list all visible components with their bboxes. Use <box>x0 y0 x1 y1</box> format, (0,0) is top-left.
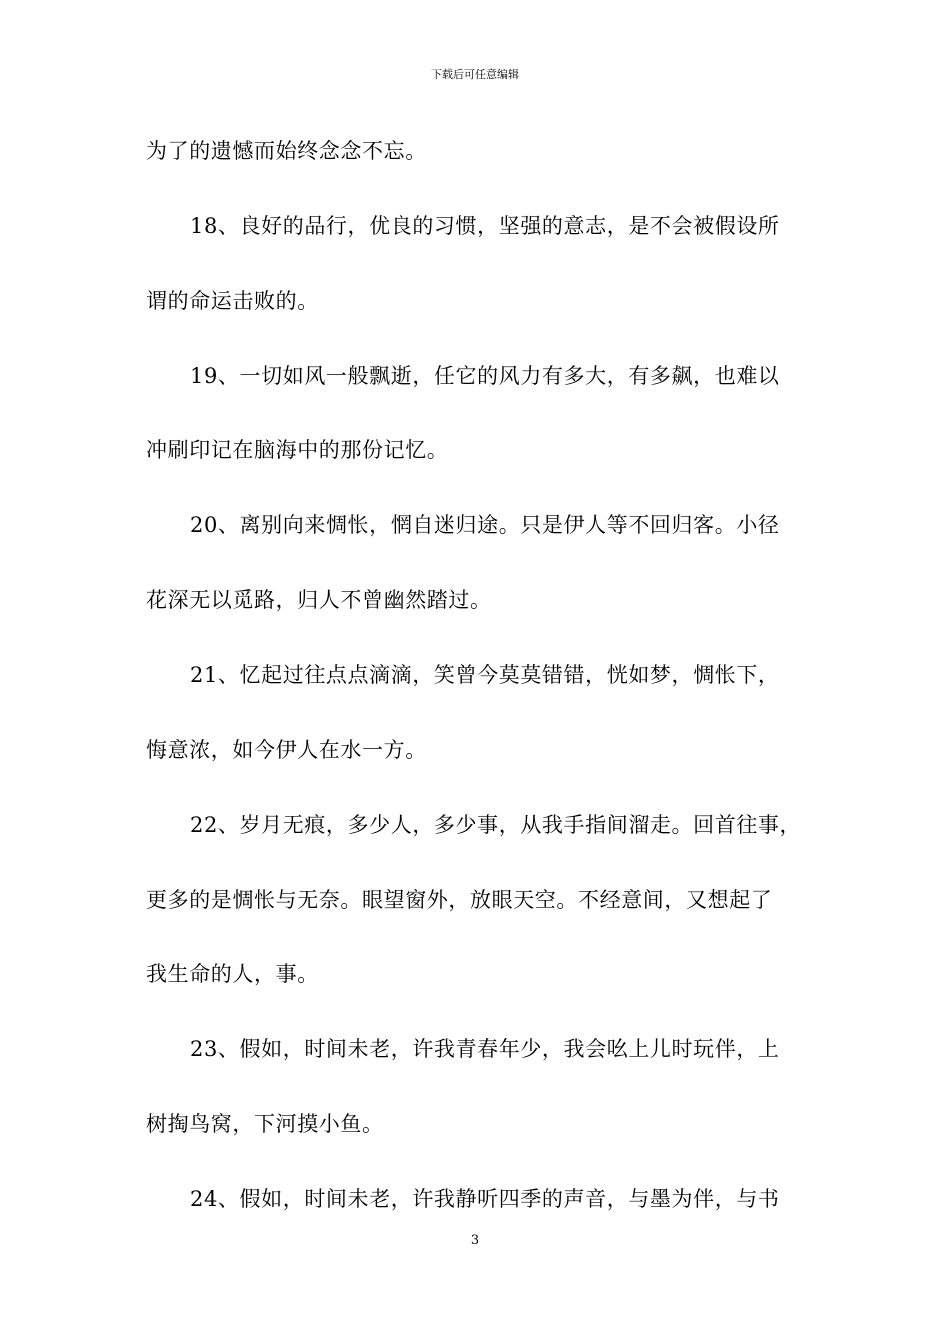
text-line: 21、忆起过往点点滴滴，笑曾今莫莫错错，恍如梦，惆怅下， <box>190 663 780 687</box>
text-line: 我生命的人，事。 <box>146 962 319 986</box>
text-line: 谓的命运击败的。 <box>146 289 319 313</box>
text-line: 23、假如，时间未老，许我青春年少，我会吆上儿时玩伴，上 <box>190 1037 780 1061</box>
text-line: 20、离别向来惆怅，惘自迷归途。只是伊人等不回归客。小径 <box>190 513 780 537</box>
text-line: 24、假如，时间未老，许我静听四季的声音，与墨为伴，与书 <box>190 1187 780 1211</box>
text-line: 冲刷印记在脑海中的那份记忆。 <box>146 438 449 462</box>
text-line: 更多的是惆怅与无奈。眼望窗外，放眼天空。不经意间，又想起了 <box>146 888 773 912</box>
text-line: 22、岁月无痕，多少人，多少事，从我手指间溜走。回首往事， <box>190 813 802 837</box>
text-line: 花深无以觅路，归人不曾幽然踏过。 <box>146 588 492 612</box>
page-number: 3 <box>470 1233 480 1248</box>
text-line: 19、一切如风一般飘逝，任它的风力有多大，有多飙，也难以 <box>190 364 780 388</box>
text-line: 为了的遗憾而始终念念不忘。 <box>146 139 427 163</box>
page-header: 下载后可任意编辑 <box>431 68 519 81</box>
text-line: 树掏鸟窝，下河摸小鱼。 <box>146 1112 384 1136</box>
text-line: 18、良好的品行，优良的习惯，坚强的意志，是不会被假设所 <box>190 214 780 238</box>
text-line: 悔意浓，如今伊人在水一方。 <box>146 738 427 762</box>
